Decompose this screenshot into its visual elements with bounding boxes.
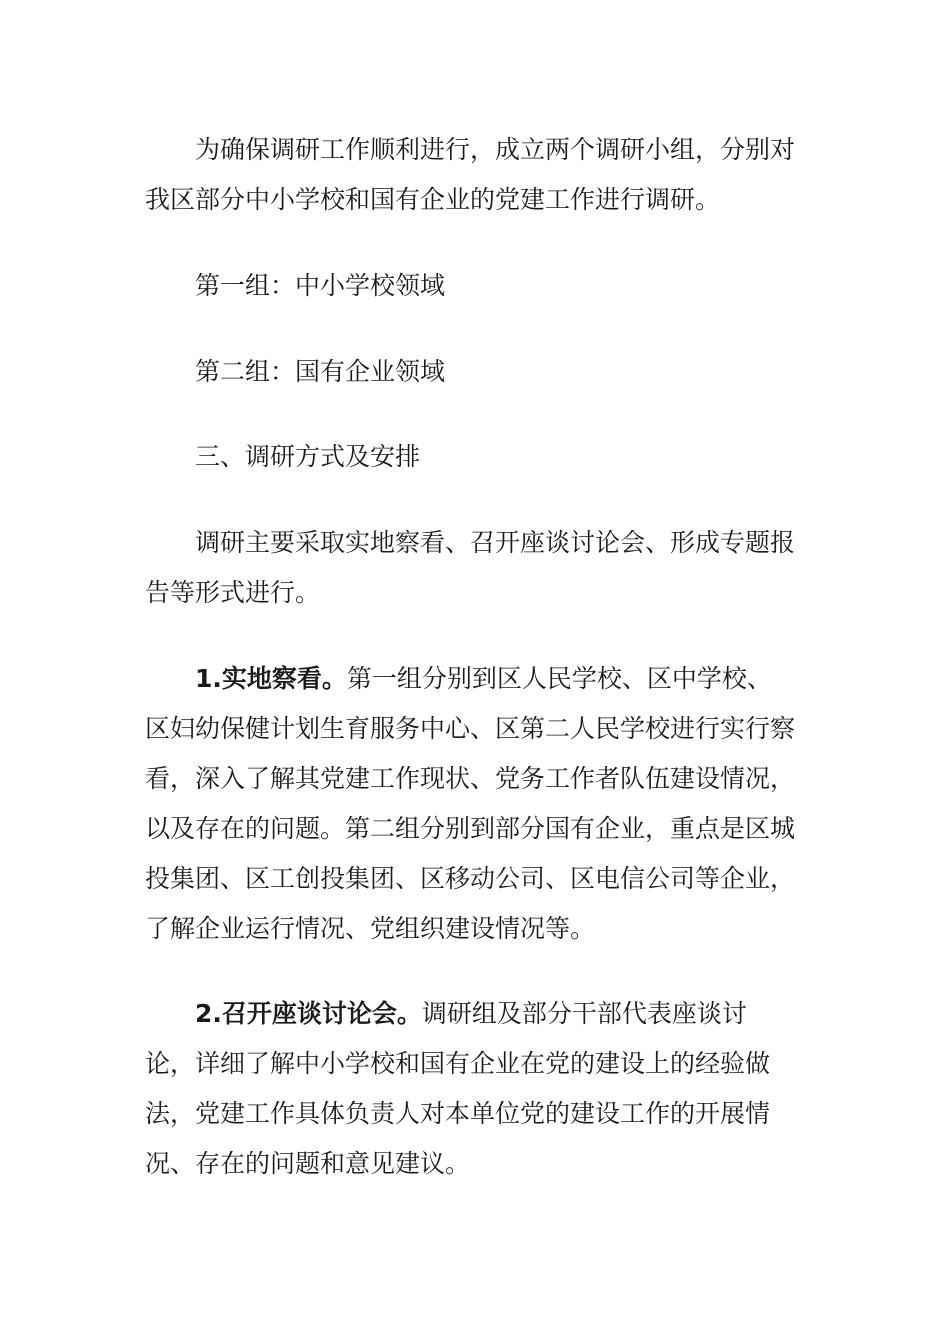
- item-one-body: 第一组分别到区人民学校、区中学校、区妇幼保健计划生育服务中心、区第二人民学校进行实行察看，深入了解其党建工作现状、党务工作者队伍建设情况，以及存在的问题。第二组分别到部分国有企业，重点是区城投集团、区工创投集团、区移动公司、区电信公司等企业，了解企业运行情况、党组织建设情况等。: [145, 664, 796, 943]
- item-one-lead: 1.实地察看。: [195, 664, 347, 693]
- item-two-lead: 2.召开座谈讨论会。: [195, 999, 422, 1028]
- section-three-heading: 三、调研方式及安排: [195, 442, 421, 471]
- item-two-body: 调研组及部分干部代表座谈讨论，详细了解中小学校和国有企业在党的建设上的经验做法，党建工作具体负责人对本单位党的建设工作的开展情况、存在的问题和意见建议。: [145, 999, 771, 1178]
- method-intro-paragraph: 调研主要采取实地察看、召开座谈讨论会、形成专题报告等形式进行。: [145, 528, 796, 607]
- intro-paragraph: 为确保调研工作顺利进行，成立两个调研小组，分别对我区部分中小学校和国有企业的党建工作进行调研。: [145, 135, 796, 214]
- group-one-line: 第一组：中小学校领域: [195, 271, 446, 300]
- item-two-paragraph: [145, 989, 795, 1189]
- group-two-line: 第二组：国有企业领域: [195, 357, 446, 386]
- item-one-paragraph: [145, 654, 795, 954]
